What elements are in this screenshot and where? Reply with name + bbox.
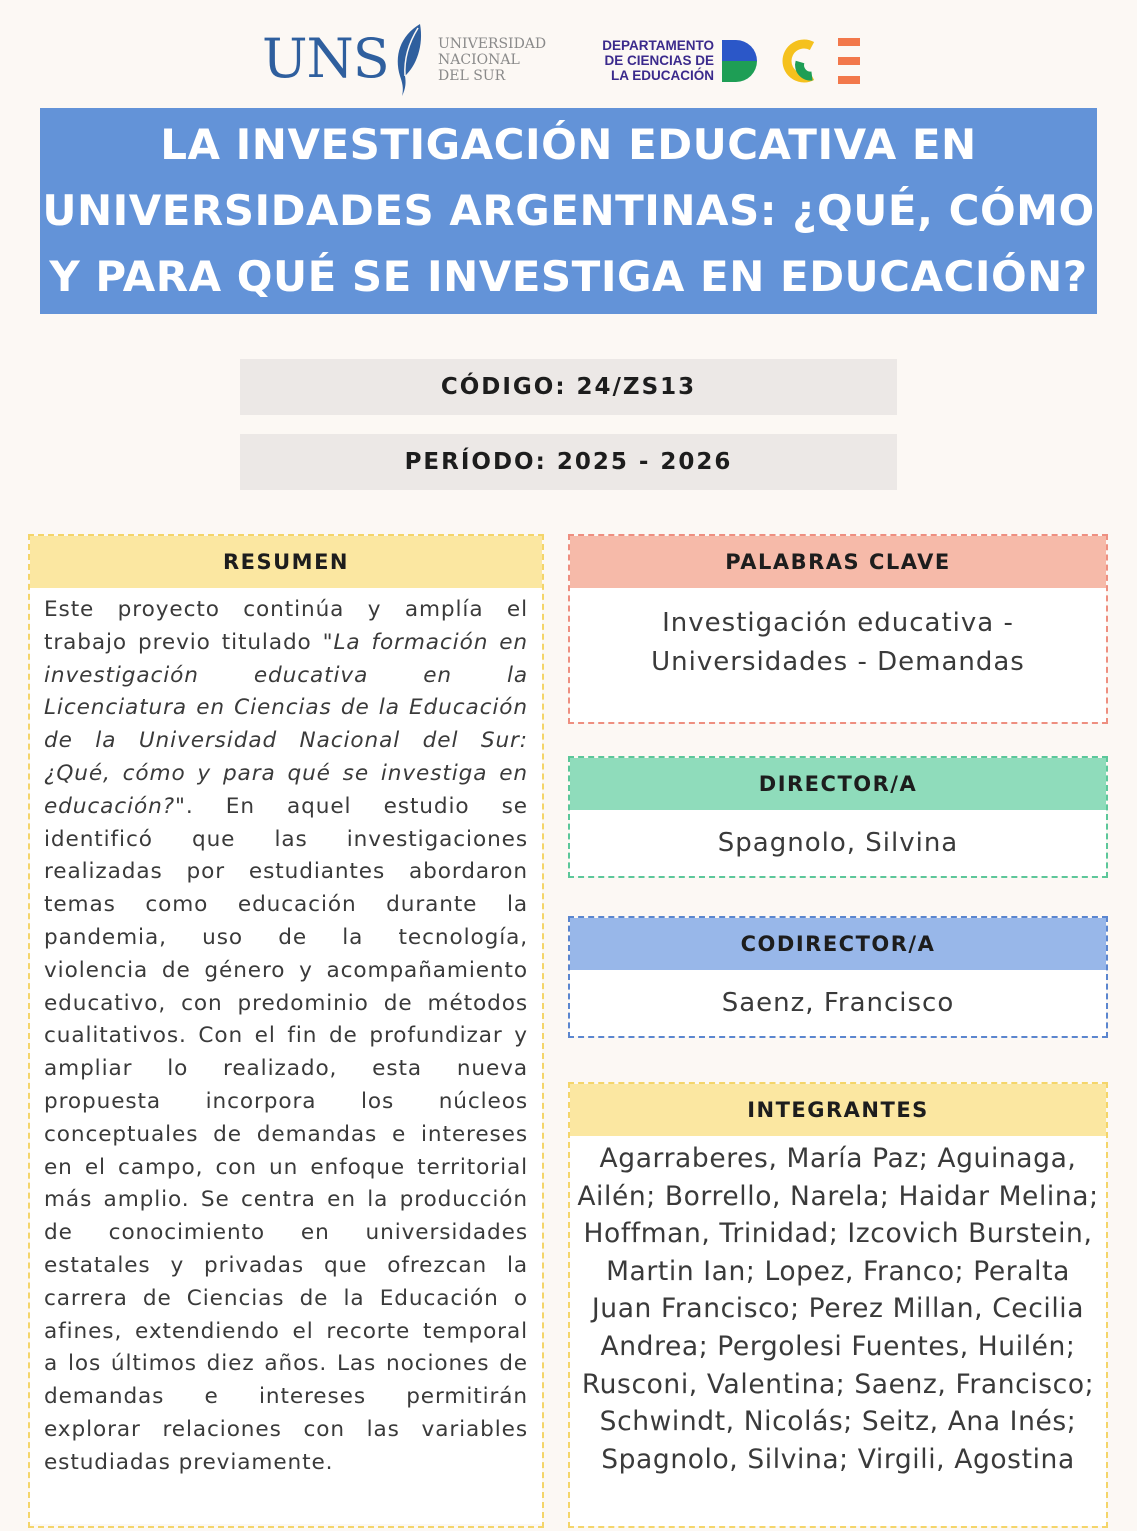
project-code: CÓDIGO: 24/ZS13: [240, 359, 897, 415]
page-title: [42, 112, 1094, 310]
resumen-body: [30, 588, 542, 1524]
previous-work-title: "La formación en investigación educativa en la Licenciatura en Ciencias de la Educación de la Universidad Nacional del Sur: ¿Qué, cómo y para qué se investiga en educación?": [44, 629, 528, 819]
codirector-name: Saenz, Francisco: [721, 988, 955, 1018]
director-heading: DIRECTOR/A: [570, 758, 1106, 810]
director-name: Spagnolo, Silvina: [717, 828, 959, 858]
keywords-line: Investigación educativa -: [662, 608, 1014, 638]
resumen-text-part: . En aquel estudio se identificó que las investigaciones realizadas por estudiantes abordaron temas como educación durante la pandemia, uso de la tecnología, violencia de género y acompañamiento educativo, con predominio de métodos cualitativos. Con el fin de profundizar y ampliar lo realizado, esta nueva propuesta incorpora los núcleos conceptuales de demandas e intereses en el campo, con un enfoque territorial más amplio. Se centra en la producción de conocimiento en universidades estatales y privadas que ofrezcan la carrera de Ciencias de la Educación o afines, extendiendo el recorte temporal a los últimos diez años. Las nociones de demandas e intereses permitirán explorar relaciones con las variables estudiadas previamente.: [44, 793, 528, 1475]
keywords-heading: PALABRAS CLAVE: [570, 536, 1106, 588]
uns-name-line: DEL SUR: [438, 68, 506, 84]
director-card: [568, 756, 1108, 878]
title-line: UNIVERSIDADES ARGENTINAS: ¿QUÉ, CÓMO: [42, 186, 1095, 235]
title-banner: [40, 108, 1097, 314]
project-period: PERÍODO: 2025 - 2026: [240, 434, 897, 490]
director-body: [570, 810, 1106, 876]
codirector-heading: CODIRECTOR/A: [570, 918, 1106, 970]
title-line: LA INVESTIGACIÓN EDUCATIVA EN: [160, 120, 977, 169]
uns-name-line: NACIONAL: [438, 52, 520, 68]
department-name: [592, 38, 714, 83]
members-list: Agarraberes, María Paz; Aguinaga, Ailén; Borrello, Narela; Haidar Melina; Hoffman, Trinidad; Izcovich Burstein, Martin Ian; Lopez, Franco; Peralta Juan Francisco; Perez Millan, Cecilia Andrea; Pergolesi Fuentes, Huilén; Rusconi, Valentina; Saenz, Francisco; Schwindt, Nicolás; Seitz, Ana Inés; Spagnolo, Silvina; Virgili, Agostina: [577, 1143, 1099, 1475]
department-line: DEPARTAMENTO: [602, 38, 714, 53]
dce-logo-icon: [720, 38, 870, 84]
integrantes-heading: INTEGRANTES: [570, 1084, 1106, 1136]
codirector-card: [568, 916, 1108, 1038]
integrantes-card: [568, 1082, 1108, 1528]
resumen-text: [44, 594, 528, 1480]
uns-name: [438, 36, 546, 84]
keywords-line: Universidades - Demandas: [651, 647, 1025, 677]
feather-icon: [390, 22, 428, 98]
department-line: DE CIENCIAS DE: [604, 53, 714, 68]
keywords-card: [568, 534, 1108, 724]
header: [0, 0, 1137, 108]
resumen-heading: RESUMEN: [30, 536, 542, 588]
resumen-text-part: Este proyecto continúa y amplía el trabajo previo titulado: [44, 597, 528, 655]
uns-logo-text: UNS: [262, 27, 389, 90]
codirector-body: [570, 970, 1106, 1036]
title-line: Y PARA QUÉ SE INVESTIGA EN EDUCACIÓN?: [49, 252, 1088, 301]
integrantes-body: [570, 1136, 1106, 1526]
keywords-text: [651, 604, 1025, 722]
department-line: LA EDUCACIÓN: [611, 68, 714, 83]
resumen-card: [28, 534, 544, 1528]
uns-name-line: UNIVERSIDAD: [438, 36, 547, 52]
keywords-body: [570, 588, 1106, 722]
